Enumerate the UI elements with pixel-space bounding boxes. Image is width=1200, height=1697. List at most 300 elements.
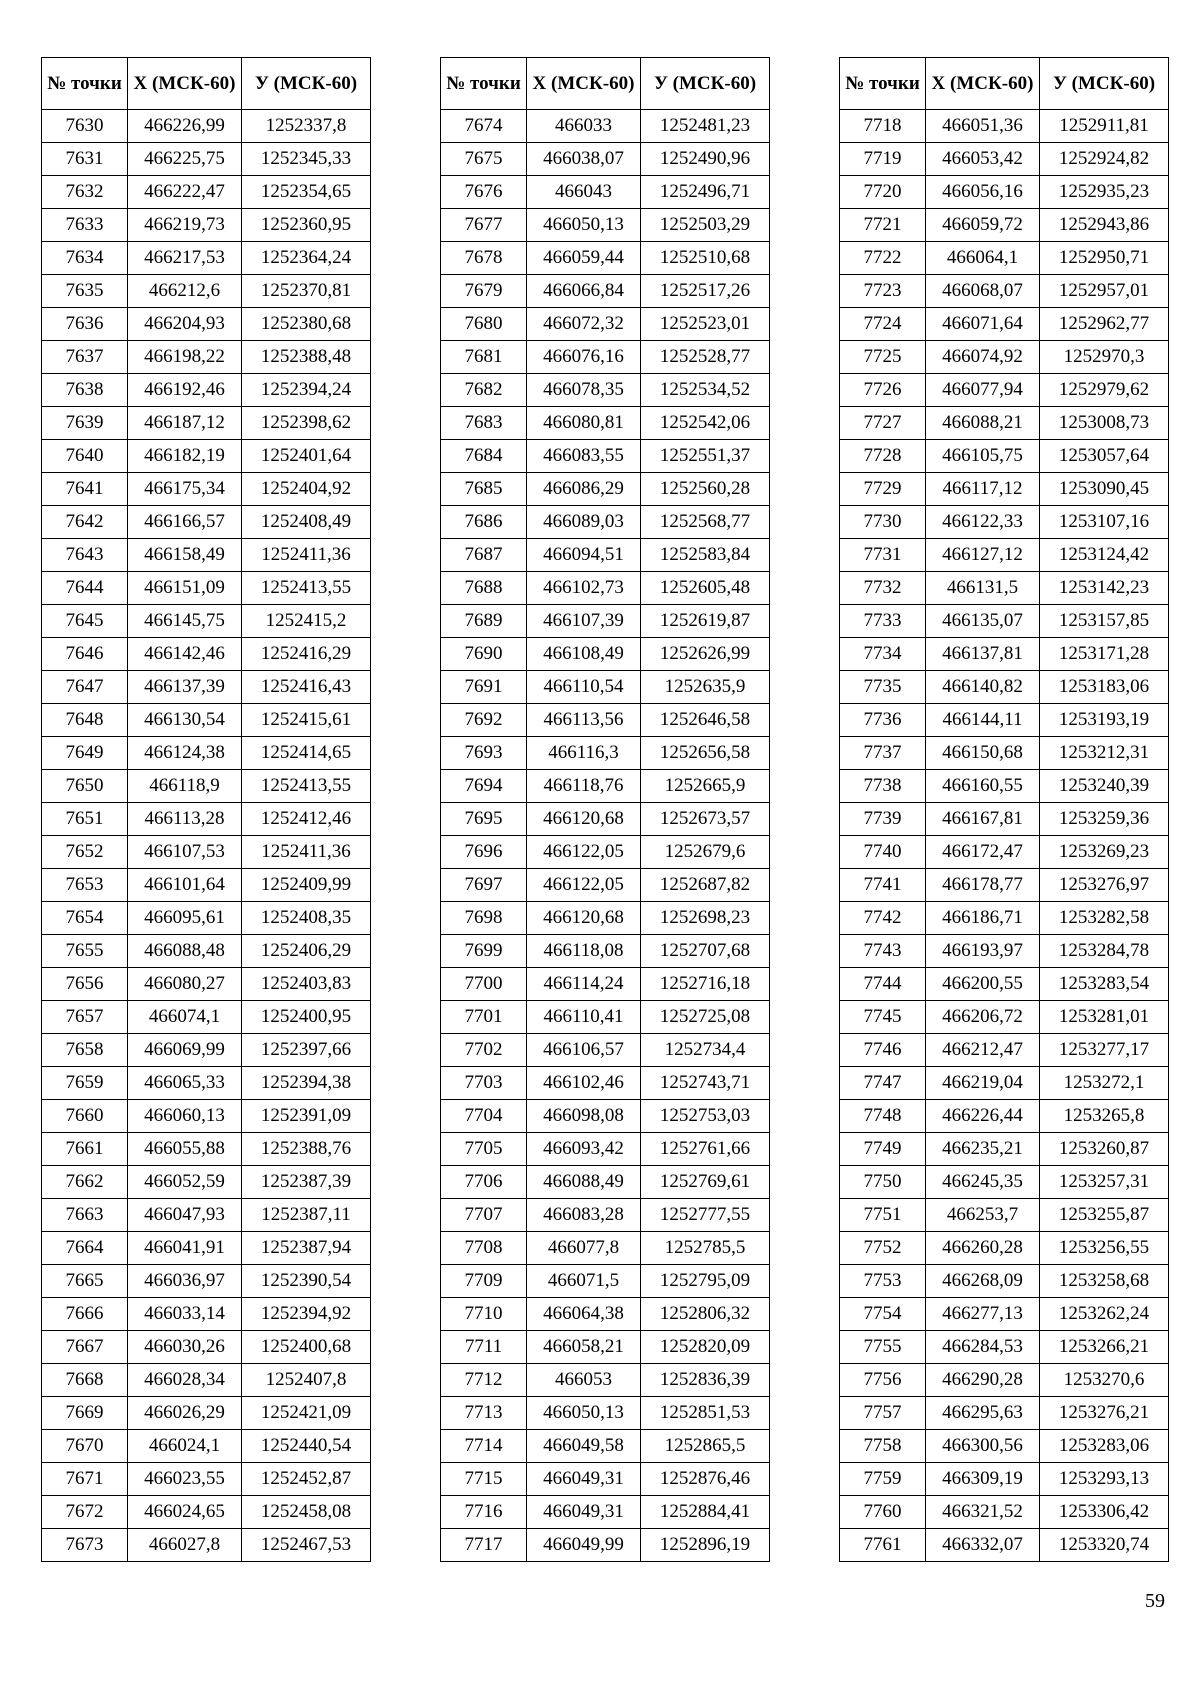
point-number-cell: 7739 [840, 803, 926, 836]
y-cell: 1252354,65 [242, 176, 371, 209]
point-number-cell: 7631 [42, 143, 128, 176]
point-number-cell: 7630 [42, 110, 128, 143]
x-cell: 466071,64 [926, 308, 1040, 341]
point-number-cell: 7752 [840, 1232, 926, 1265]
point-number-cell: 7750 [840, 1166, 926, 1199]
x-cell: 466049,58 [527, 1430, 641, 1463]
y-cell: 1252962,77 [1040, 308, 1169, 341]
point-number-cell: 7728 [840, 440, 926, 473]
point-number-cell: 7746 [840, 1034, 926, 1067]
x-cell: 466069,99 [128, 1034, 242, 1067]
point-number-cell: 7647 [42, 671, 128, 704]
y-cell: 1252413,55 [242, 572, 371, 605]
y-cell: 1252496,71 [641, 176, 770, 209]
y-cell: 1252970,3 [1040, 341, 1169, 374]
table-row [42, 473, 371, 506]
x-cell: 466321,52 [926, 1496, 1040, 1529]
table-row [441, 341, 770, 374]
x-cell: 466212,6 [128, 275, 242, 308]
x-cell: 466122,33 [926, 506, 1040, 539]
y-cell: 1252924,82 [1040, 143, 1169, 176]
point-number-cell: 7687 [441, 539, 527, 572]
table-row [840, 935, 1169, 968]
table-row [840, 1529, 1169, 1562]
x-cell: 466059,72 [926, 209, 1040, 242]
point-number-cell: 7761 [840, 1529, 926, 1562]
x-cell: 466060,13 [128, 1100, 242, 1133]
x-cell: 466050,13 [527, 1397, 641, 1430]
y-cell: 1252452,87 [242, 1463, 371, 1496]
table-row [840, 209, 1169, 242]
x-cell: 466023,55 [128, 1463, 242, 1496]
table-row [840, 605, 1169, 638]
point-number-cell: 7666 [42, 1298, 128, 1331]
y-cell: 1252820,09 [641, 1331, 770, 1364]
table-row [441, 1430, 770, 1463]
y-cell: 1252490,96 [641, 143, 770, 176]
table-row [441, 935, 770, 968]
y-cell: 1252510,68 [641, 242, 770, 275]
x-cell: 466098,08 [527, 1100, 641, 1133]
x-cell: 466024,65 [128, 1496, 242, 1529]
x-cell: 466137,39 [128, 671, 242, 704]
y-cell: 1252656,58 [641, 737, 770, 770]
point-number-cell: 7716 [441, 1496, 527, 1529]
x-cell: 466106,57 [527, 1034, 641, 1067]
x-cell: 466078,35 [527, 374, 641, 407]
y-cell: 1253293,13 [1040, 1463, 1169, 1496]
table-row [441, 803, 770, 836]
y-cell: 1252876,46 [641, 1463, 770, 1496]
table-row [840, 440, 1169, 473]
table-row [441, 1133, 770, 1166]
table-row [840, 803, 1169, 836]
point-number-cell: 7642 [42, 506, 128, 539]
y-cell: 1253057,64 [1040, 440, 1169, 473]
x-cell: 466056,16 [926, 176, 1040, 209]
point-number-cell: 7753 [840, 1265, 926, 1298]
point-number-cell: 7697 [441, 869, 527, 902]
table-row [441, 902, 770, 935]
table-row [42, 1199, 371, 1232]
table-row [441, 275, 770, 308]
y-cell: 1252364,24 [242, 242, 371, 275]
x-cell: 466083,28 [527, 1199, 641, 1232]
y-cell: 1252743,71 [641, 1067, 770, 1100]
x-cell: 466130,54 [128, 704, 242, 737]
y-cell: 1252412,46 [242, 803, 371, 836]
y-cell: 1253320,74 [1040, 1529, 1169, 1562]
x-cell: 466071,5 [527, 1265, 641, 1298]
y-cell: 1252865,5 [641, 1430, 770, 1463]
y-cell: 1252481,23 [641, 110, 770, 143]
point-number-cell: 7674 [441, 110, 527, 143]
table-row [441, 1265, 770, 1298]
y-cell: 1252646,58 [641, 704, 770, 737]
y-cell: 1252626,99 [641, 638, 770, 671]
table-row [42, 968, 371, 1001]
x-cell: 466065,33 [128, 1067, 242, 1100]
table-row [840, 704, 1169, 737]
point-number-cell: 7680 [441, 308, 527, 341]
y-cell: 1252387,39 [242, 1166, 371, 1199]
y-cell: 1252411,36 [242, 836, 371, 869]
y-cell: 1252583,84 [641, 539, 770, 572]
y-cell: 1252836,39 [641, 1364, 770, 1397]
point-number-cell: 7632 [42, 176, 128, 209]
table-row [42, 1364, 371, 1397]
table-row [840, 1496, 1169, 1529]
y-cell: 1252957,01 [1040, 275, 1169, 308]
y-cell: 1252707,68 [641, 935, 770, 968]
point-number-cell: 7740 [840, 836, 926, 869]
table-row [840, 572, 1169, 605]
x-cell: 466102,46 [527, 1067, 641, 1100]
point-number-cell: 7651 [42, 803, 128, 836]
y-cell: 1252440,54 [242, 1430, 371, 1463]
point-number-cell: 7704 [441, 1100, 527, 1133]
table-row [42, 1331, 371, 1364]
y-cell: 1252523,01 [641, 308, 770, 341]
table-row [840, 902, 1169, 935]
point-number-cell: 7738 [840, 770, 926, 803]
point-number-cell: 7676 [441, 176, 527, 209]
y-cell: 1252734,4 [641, 1034, 770, 1067]
table-row [42, 407, 371, 440]
point-number-cell: 7713 [441, 1397, 527, 1430]
y-cell: 1252560,28 [641, 473, 770, 506]
table-row [441, 176, 770, 209]
coordinates-table-2 [440, 57, 770, 1562]
x-cell: 466222,47 [128, 176, 242, 209]
point-number-cell: 7635 [42, 275, 128, 308]
point-number-cell: 7692 [441, 704, 527, 737]
point-number-cell: 7649 [42, 737, 128, 770]
table-row [441, 1199, 770, 1232]
x-cell: 466064,1 [926, 242, 1040, 275]
y-cell: 1252943,86 [1040, 209, 1169, 242]
x-cell: 466219,04 [926, 1067, 1040, 1100]
x-cell: 466095,61 [128, 902, 242, 935]
table-row [840, 1463, 1169, 1496]
x-cell: 466049,31 [527, 1496, 641, 1529]
table-row [840, 968, 1169, 1001]
point-number-cell: 7743 [840, 935, 926, 968]
x-cell: 466041,91 [128, 1232, 242, 1265]
table-row [840, 1133, 1169, 1166]
x-cell: 466217,53 [128, 242, 242, 275]
point-number-cell: 7688 [441, 572, 527, 605]
x-cell: 466080,81 [527, 407, 641, 440]
y-cell: 1253107,16 [1040, 506, 1169, 539]
x-cell: 466235,21 [926, 1133, 1040, 1166]
point-number-cell: 7758 [840, 1430, 926, 1463]
y-cell: 1252795,09 [641, 1265, 770, 1298]
y-cell: 1252394,38 [242, 1067, 371, 1100]
x-cell: 466117,12 [926, 473, 1040, 506]
y-cell: 1252528,77 [641, 341, 770, 374]
point-number-cell: 7744 [840, 968, 926, 1001]
point-number-cell: 7721 [840, 209, 926, 242]
x-cell: 466212,47 [926, 1034, 1040, 1067]
point-number-cell: 7696 [441, 836, 527, 869]
point-number-cell: 7672 [42, 1496, 128, 1529]
x-cell: 466142,46 [128, 638, 242, 671]
point-number-cell: 7707 [441, 1199, 527, 1232]
point-number-cell: 7681 [441, 341, 527, 374]
table-row [840, 836, 1169, 869]
x-cell: 466088,48 [128, 935, 242, 968]
x-cell: 466033,14 [128, 1298, 242, 1331]
point-number-cell: 7678 [441, 242, 527, 275]
table-row [840, 110, 1169, 143]
y-cell: 1252761,66 [641, 1133, 770, 1166]
x-cell: 466053,42 [926, 143, 1040, 176]
y-cell: 1253283,54 [1040, 968, 1169, 1001]
header-point-number: № точки [42, 58, 128, 110]
x-cell: 466080,27 [128, 968, 242, 1001]
table-row [441, 968, 770, 1001]
x-cell: 466151,09 [128, 572, 242, 605]
table-row [441, 1463, 770, 1496]
y-cell: 1252753,03 [641, 1100, 770, 1133]
table-row [42, 374, 371, 407]
table-row [441, 1397, 770, 1430]
point-number-cell: 7670 [42, 1430, 128, 1463]
table-header-row [42, 58, 371, 110]
point-number-cell: 7633 [42, 209, 128, 242]
x-cell: 466131,5 [926, 572, 1040, 605]
x-cell: 466167,81 [926, 803, 1040, 836]
y-cell: 1252409,99 [242, 869, 371, 902]
point-number-cell: 7667 [42, 1331, 128, 1364]
y-cell: 1252785,5 [641, 1232, 770, 1265]
x-cell: 466332,07 [926, 1529, 1040, 1562]
table-row [42, 1463, 371, 1496]
point-number-cell: 7734 [840, 638, 926, 671]
y-cell: 1252769,61 [641, 1166, 770, 1199]
table-row [840, 1166, 1169, 1199]
table-row [441, 1298, 770, 1331]
point-number-cell: 7677 [441, 209, 527, 242]
y-cell: 1253266,21 [1040, 1331, 1169, 1364]
point-number-cell: 7702 [441, 1034, 527, 1067]
table-row [441, 1067, 770, 1100]
y-cell: 1253240,39 [1040, 770, 1169, 803]
y-cell: 1252403,83 [242, 968, 371, 1001]
y-cell: 1252394,92 [242, 1298, 371, 1331]
point-number-cell: 7735 [840, 671, 926, 704]
y-cell: 1252388,48 [242, 341, 371, 374]
y-cell: 1252542,06 [641, 407, 770, 440]
x-cell: 466059,44 [527, 242, 641, 275]
point-number-cell: 7711 [441, 1331, 527, 1364]
y-cell: 1252534,52 [641, 374, 770, 407]
x-cell: 466050,13 [527, 209, 641, 242]
table-row [441, 1001, 770, 1034]
table-row [441, 242, 770, 275]
point-number-cell: 7694 [441, 770, 527, 803]
point-number-cell: 7720 [840, 176, 926, 209]
x-cell: 466077,8 [527, 1232, 641, 1265]
point-number-cell: 7717 [441, 1529, 527, 1562]
table-row [42, 1232, 371, 1265]
table-row [42, 869, 371, 902]
y-cell: 1252911,81 [1040, 110, 1169, 143]
x-cell: 466101,64 [128, 869, 242, 902]
x-cell: 466028,34 [128, 1364, 242, 1397]
x-cell: 466107,39 [527, 605, 641, 638]
table-row [441, 374, 770, 407]
x-cell: 466086,29 [527, 473, 641, 506]
table-row [441, 1529, 770, 1562]
x-cell: 466226,99 [128, 110, 242, 143]
x-cell: 466058,21 [527, 1331, 641, 1364]
y-cell: 1252979,62 [1040, 374, 1169, 407]
point-number-cell: 7737 [840, 737, 926, 770]
point-number-cell: 7662 [42, 1166, 128, 1199]
table-row [840, 341, 1169, 374]
table-row [42, 902, 371, 935]
y-cell: 1253193,19 [1040, 704, 1169, 737]
y-cell: 1252406,29 [242, 935, 371, 968]
table-row [840, 1265, 1169, 1298]
x-cell: 466030,26 [128, 1331, 242, 1364]
x-cell: 466074,1 [128, 1001, 242, 1034]
y-cell: 1253183,06 [1040, 671, 1169, 704]
x-cell: 466074,92 [926, 341, 1040, 374]
table-row [840, 1364, 1169, 1397]
table-row [42, 638, 371, 671]
table-row [840, 1397, 1169, 1430]
y-cell: 1253255,87 [1040, 1199, 1169, 1232]
y-cell: 1252388,76 [242, 1133, 371, 1166]
x-cell: 466077,94 [926, 374, 1040, 407]
x-cell: 466160,55 [926, 770, 1040, 803]
y-cell: 1253277,17 [1040, 1034, 1169, 1067]
y-cell: 1252716,18 [641, 968, 770, 1001]
point-number-cell: 7748 [840, 1100, 926, 1133]
y-cell: 1252935,23 [1040, 176, 1169, 209]
point-number-cell: 7754 [840, 1298, 926, 1331]
point-number-cell: 7730 [840, 506, 926, 539]
table-header-row [840, 58, 1169, 110]
x-cell: 466072,32 [527, 308, 641, 341]
y-cell: 1252635,9 [641, 671, 770, 704]
x-cell: 466253,7 [926, 1199, 1040, 1232]
coordinates-table-3 [839, 57, 1169, 1562]
point-number-cell: 7691 [441, 671, 527, 704]
y-cell: 1253171,28 [1040, 638, 1169, 671]
header-x: Х (МСК-60) [128, 58, 242, 110]
x-cell: 466052,59 [128, 1166, 242, 1199]
table-row [840, 1034, 1169, 1067]
point-number-cell: 7745 [840, 1001, 926, 1034]
x-cell: 466192,46 [128, 374, 242, 407]
x-cell: 466186,71 [926, 902, 1040, 935]
x-cell: 466094,51 [527, 539, 641, 572]
point-number-cell: 7689 [441, 605, 527, 638]
point-number-cell: 7683 [441, 407, 527, 440]
table-row [840, 1001, 1169, 1034]
point-number-cell: 7660 [42, 1100, 128, 1133]
table-row [42, 803, 371, 836]
y-cell: 1252401,64 [242, 440, 371, 473]
x-cell: 466290,28 [926, 1364, 1040, 1397]
table-row [42, 1100, 371, 1133]
table-row [441, 209, 770, 242]
y-cell: 1252673,57 [641, 803, 770, 836]
point-number-cell: 7636 [42, 308, 128, 341]
x-cell: 466245,35 [926, 1166, 1040, 1199]
point-number-cell: 7684 [441, 440, 527, 473]
y-cell: 1252698,23 [641, 902, 770, 935]
table-row [840, 770, 1169, 803]
table-header-row [441, 58, 770, 110]
y-cell: 1253282,58 [1040, 902, 1169, 935]
table-row [42, 1067, 371, 1100]
table-row [840, 1100, 1169, 1133]
y-cell: 1253124,42 [1040, 539, 1169, 572]
table-row [42, 1001, 371, 1034]
x-cell: 466200,55 [926, 968, 1040, 1001]
point-number-cell: 7741 [840, 869, 926, 902]
table-row [42, 539, 371, 572]
point-number-cell: 7671 [42, 1463, 128, 1496]
table-row [441, 770, 770, 803]
point-number-cell: 7723 [840, 275, 926, 308]
x-cell: 466064,38 [527, 1298, 641, 1331]
y-cell: 1253283,06 [1040, 1430, 1169, 1463]
table-row [840, 1232, 1169, 1265]
table-row [441, 473, 770, 506]
point-number-cell: 7715 [441, 1463, 527, 1496]
x-cell: 466088,21 [926, 407, 1040, 440]
x-cell: 466033 [527, 110, 641, 143]
x-cell: 466107,53 [128, 836, 242, 869]
x-cell: 466178,77 [926, 869, 1040, 902]
table-row [42, 572, 371, 605]
table-row [441, 605, 770, 638]
y-cell: 1252687,82 [641, 869, 770, 902]
y-cell: 1252415,2 [242, 605, 371, 638]
point-number-cell: 7664 [42, 1232, 128, 1265]
y-cell: 1253270,6 [1040, 1364, 1169, 1397]
point-number-cell: 7729 [840, 473, 926, 506]
page-number: 59 [1145, 1590, 1165, 1612]
table-row [42, 1298, 371, 1331]
point-number-cell: 7714 [441, 1430, 527, 1463]
x-cell: 466110,41 [527, 1001, 641, 1034]
y-cell: 1253258,68 [1040, 1265, 1169, 1298]
point-number-cell: 7648 [42, 704, 128, 737]
y-cell: 1253260,87 [1040, 1133, 1169, 1166]
table-row [441, 110, 770, 143]
x-cell: 466113,28 [128, 803, 242, 836]
x-cell: 466076,16 [527, 341, 641, 374]
table-row [42, 1265, 371, 1298]
y-cell: 1252397,66 [242, 1034, 371, 1067]
y-cell: 1253212,31 [1040, 737, 1169, 770]
y-cell: 1252551,37 [641, 440, 770, 473]
x-cell: 466026,29 [128, 1397, 242, 1430]
table-row [441, 1034, 770, 1067]
y-cell: 1253008,73 [1040, 407, 1169, 440]
x-cell: 466116,3 [527, 737, 641, 770]
point-number-cell: 7661 [42, 1133, 128, 1166]
x-cell: 466225,75 [128, 143, 242, 176]
x-cell: 466088,49 [527, 1166, 641, 1199]
